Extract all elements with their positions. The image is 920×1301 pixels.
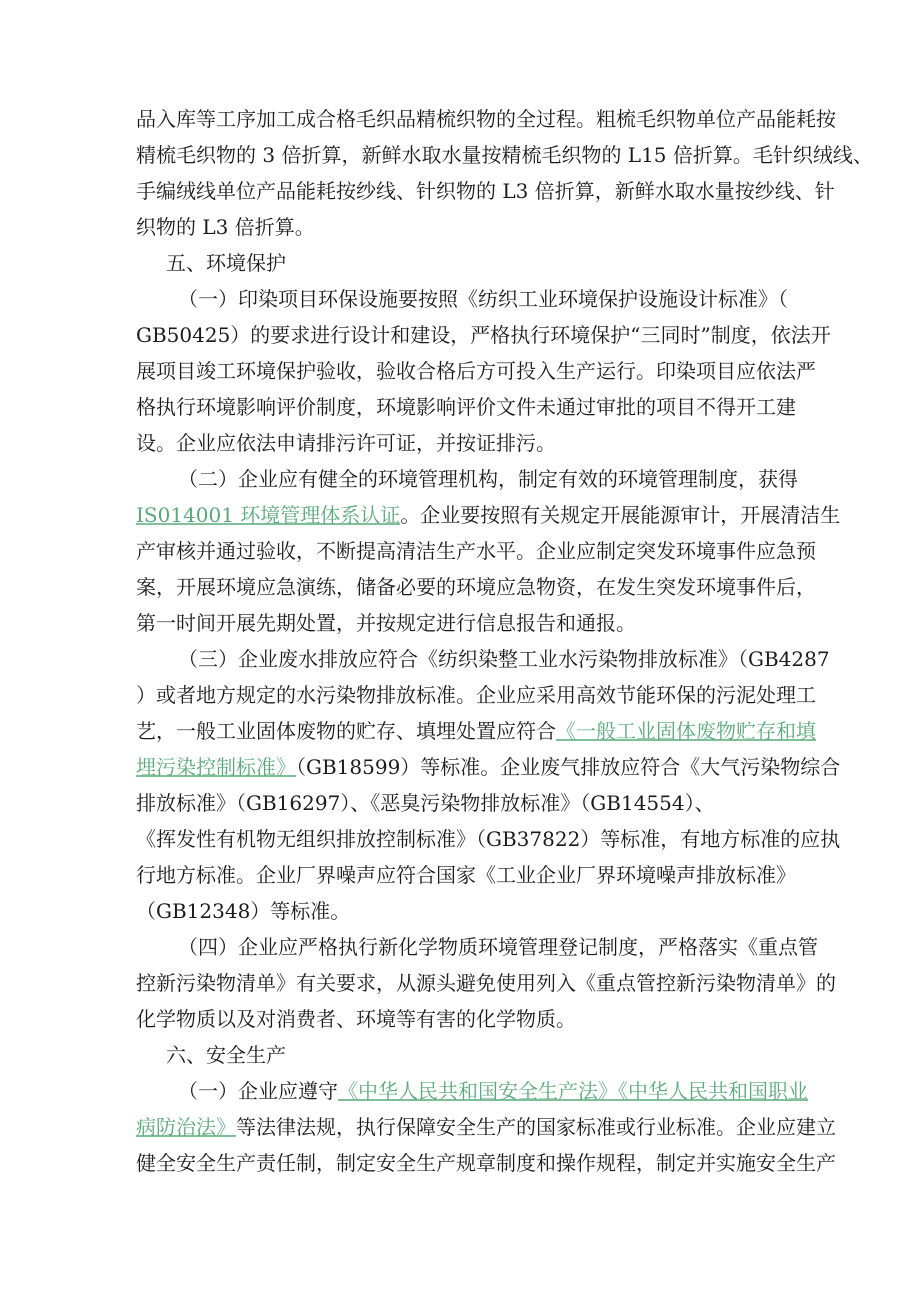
text-segment: 格执行环境影响评价制度，环境影响评价文件未通过审批的项目不得开工建 (136, 395, 796, 419)
text-line (136, 569, 816, 605)
text-line (136, 857, 796, 893)
text-line (136, 173, 835, 209)
text-line (136, 677, 816, 713)
text-line (136, 965, 836, 1001)
text-segment: （二）企业应有健全的环境管理机构，制定有效的环境管理制度，获得 (178, 467, 798, 491)
text-line (136, 605, 786, 641)
text-segment: 产审核并通过验收，不断提高清洁生产水平。企业应制定突发环境事件应急预 (136, 539, 816, 563)
text-line (136, 785, 786, 821)
standard-link[interactable]: 病防治法》 (136, 1115, 236, 1139)
text-segment: （一）印染项目环保设施要按照《纺织工业环境保护设施设计标准》（ (178, 287, 788, 311)
text-line (136, 749, 841, 785)
text-line (136, 389, 796, 425)
text-segment: （三）企业废水排放应符合《纺织染整工业水污染物排放标准》（GB4287 (178, 647, 830, 671)
document-body (136, 101, 873, 1181)
text-line (136, 209, 786, 245)
text-line (136, 317, 831, 353)
text-segment: 等法律法规，执行保障安全生产的国家标准或行业标准。企业应建立 (236, 1115, 836, 1139)
text-line (136, 461, 798, 497)
text-segment: 展项目竣工环境保护验收，验收合格后方可投入生产运行。印染项目应依法严 (136, 359, 816, 383)
text-line (136, 533, 816, 569)
text-segment: 精梳毛织物的 3 倍折算，新鲜水取水量按精梳毛织物的 L15 倍折算。毛针织绒线、 (136, 143, 873, 167)
text-line (136, 425, 786, 461)
text-line (136, 497, 841, 533)
standard-link[interactable]: 《中华人民共和国安全生产法》 (338, 1079, 618, 1103)
standard-link[interactable]: IS014001 环境管理体系认证 (136, 503, 401, 527)
text-segment: （GB18599）等标准。企业废气排放应符合《大气污染物综合 (296, 755, 841, 779)
standard-link[interactable]: 埋污染控制标准》 (136, 755, 296, 779)
text-line (136, 1073, 808, 1109)
text-segment: ）或者地方规定的水污染物排放标准。企业应采用高效节能环保的污泥处理工 (136, 683, 816, 707)
text-line (136, 1145, 836, 1181)
text-segment: 化学物质以及对消费者、环境等有害的化学物质。 (136, 1007, 576, 1031)
text-line (136, 1109, 836, 1145)
section-heading (136, 245, 786, 281)
text-segment: （一）企业应遵守 (178, 1079, 338, 1103)
text-segment: 控新污染物清单》有关要求，从源头避免使用列入《重点管控新污染物清单》的 (136, 971, 836, 995)
text-segment: 《挥发性有机物无组织排放控制标准》（GB37822）等标准，有地方标准的应执 (136, 827, 841, 851)
text-line (136, 821, 841, 857)
text-line (136, 353, 816, 389)
text-segment: 行地方标准。企业厂界噪声应符合国家《工业企业厂界环境噪声排放标准》 (136, 863, 796, 887)
text-line (136, 641, 830, 677)
text-segment: 手编绒线单位产品能耗按纱线、针织物的 L3 倍折算，新鲜水取水量按纱线、针 (136, 179, 835, 203)
text-line (136, 929, 818, 965)
text-line (136, 1001, 786, 1037)
standard-link[interactable]: 《中华人民共和国职业 (618, 1079, 808, 1103)
text-segment: 艺，一般工业固体废物的贮存、填埋处置应符合 (136, 719, 556, 743)
text-line (136, 137, 873, 173)
text-segment: （四）企业应严格执行新化学物质环境管理登记制度，严格落实《重点管 (178, 935, 818, 959)
text-segment: 设。企业应依法申请排污许可证，并按证排污。 (136, 431, 556, 455)
text-line (136, 281, 786, 317)
text-segment: 。企业要按照有关规定开展能源审计，开展清洁生 (400, 503, 841, 527)
text-line (136, 893, 786, 929)
text-segment: 案，开展环境应急演练，储备必要的环境应急物资，在发生突发环境事件后， (136, 575, 816, 599)
text-segment: 排放标准》（GB16297）、《恶臭污染物排放标准》（GB14554）、 (136, 791, 715, 815)
text-segment: （GB12348）等标准。 (136, 899, 351, 923)
standard-link[interactable]: 《一般工业固体废物贮存和填 (556, 719, 816, 743)
text-segment: 品入库等工序加工成合格毛织品精梳织物的全过程。粗梳毛织物单位产品能耗按 (136, 107, 836, 131)
text-line (136, 101, 836, 137)
text-segment: 健全安全生产责任制，制定安全生产规章制度和操作规程，制定并实施安全生产 (136, 1151, 836, 1175)
section-heading (136, 1037, 786, 1073)
text-segment: 六、安全生产 (166, 1043, 286, 1067)
text-line (136, 713, 816, 749)
text-segment: 织物的 L3 倍折算。 (136, 215, 315, 239)
text-segment: 第一时间开展先期处置，并按规定进行信息报告和通报。 (136, 611, 636, 635)
text-segment: GB50425）的要求进行设计和建设，严格执行环境保护“三同时”制度，依法开 (136, 323, 831, 347)
text-segment: 五、环境保护 (166, 251, 286, 275)
